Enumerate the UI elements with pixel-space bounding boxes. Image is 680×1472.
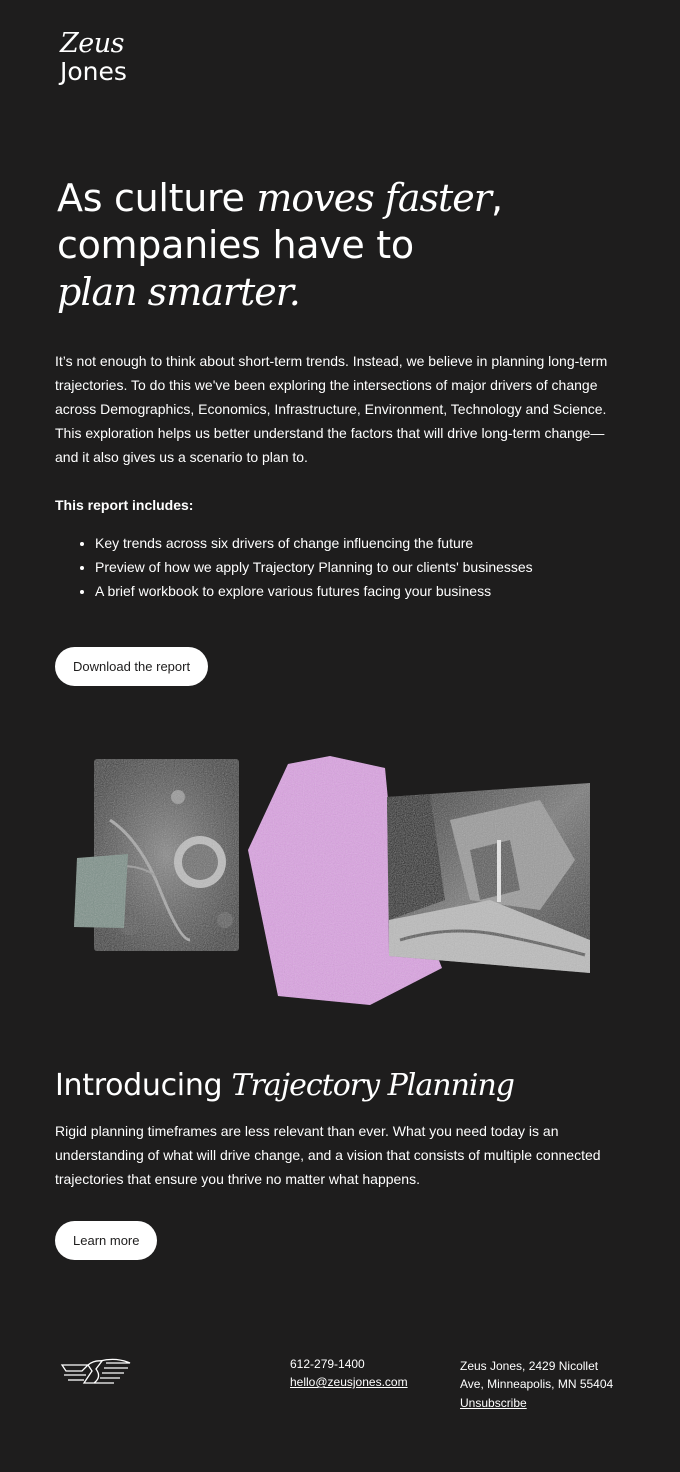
- trajectory-heading: [55, 1064, 514, 1108]
- collage-graphic: [70, 750, 600, 1010]
- footer-address: [460, 1357, 630, 1412]
- hero-text-3: companies have to: [57, 223, 414, 267]
- learn-more-button[interactable]: Learn more: [55, 1221, 157, 1260]
- footer-contact: [290, 1355, 408, 1391]
- list-item: • Preview of how we apply Trajectory Planning to our clients' businesses: [95, 555, 533, 579]
- report-includes-heading: This report includes:: [55, 497, 194, 513]
- hero-collage-image: [70, 750, 600, 1010]
- brand-logo: [60, 30, 127, 84]
- footer-logo-icon: [60, 1355, 132, 1392]
- list-item: • Key trends across six drivers of change influencing the future: [95, 531, 533, 555]
- intro-paragraph: It’s not enough to think about short-term trends. Instead, we believe in planning long-term trajectories. To do this we've been exploring the intersections of major drivers of change across Demographics, Economics, Infrastructure, Environment, Technology and Science. This exploration helps us better understand the factors that will drive long-term change—and it also gives us a scenario to plan to.: [55, 353, 608, 465]
- logo-line-1: Zeus: [60, 28, 124, 59]
- list-item: • A brief workbook to explore various futures facing your business: [95, 579, 533, 603]
- hero-italic-1: moves faster: [256, 176, 491, 220]
- green-texture: [74, 854, 128, 928]
- footer-address-line-1: Zeus Jones, 2429 Nicollet: [460, 1359, 599, 1373]
- download-report-button[interactable]: Download the report: [55, 647, 208, 686]
- winged-logo-icon: [60, 1355, 132, 1387]
- trajectory-paragraph: Rigid planning timeframes are less relevant than ever. What you need today is an understanding of what will drive change, and a vision that consists of multiple connected trajectories that ensure you thrive no matter what happens.: [55, 1123, 601, 1187]
- trajectory-heading-plain: Introducing: [55, 1068, 232, 1103]
- footer-email-link[interactable]: hello@zeusjones.com: [290, 1375, 408, 1389]
- hero-italic-2: plan smarter.: [57, 270, 300, 314]
- hero-text-1: As culture: [57, 176, 257, 220]
- hero-headline: [57, 175, 517, 316]
- trajectory-heading-italic: Trajectory Planning: [231, 1068, 515, 1103]
- waterfall-photo: [387, 783, 590, 973]
- logo-line-2: Jones: [60, 57, 127, 86]
- hero-text-2: ,: [490, 176, 503, 220]
- footer-phone: 612-279-1400: [290, 1357, 365, 1371]
- unsubscribe-link[interactable]: Unsubscribe: [460, 1396, 527, 1410]
- report-items-list: [55, 531, 533, 603]
- footer-address-line-2: Ave, Minneapolis, MN 55404: [460, 1377, 614, 1391]
